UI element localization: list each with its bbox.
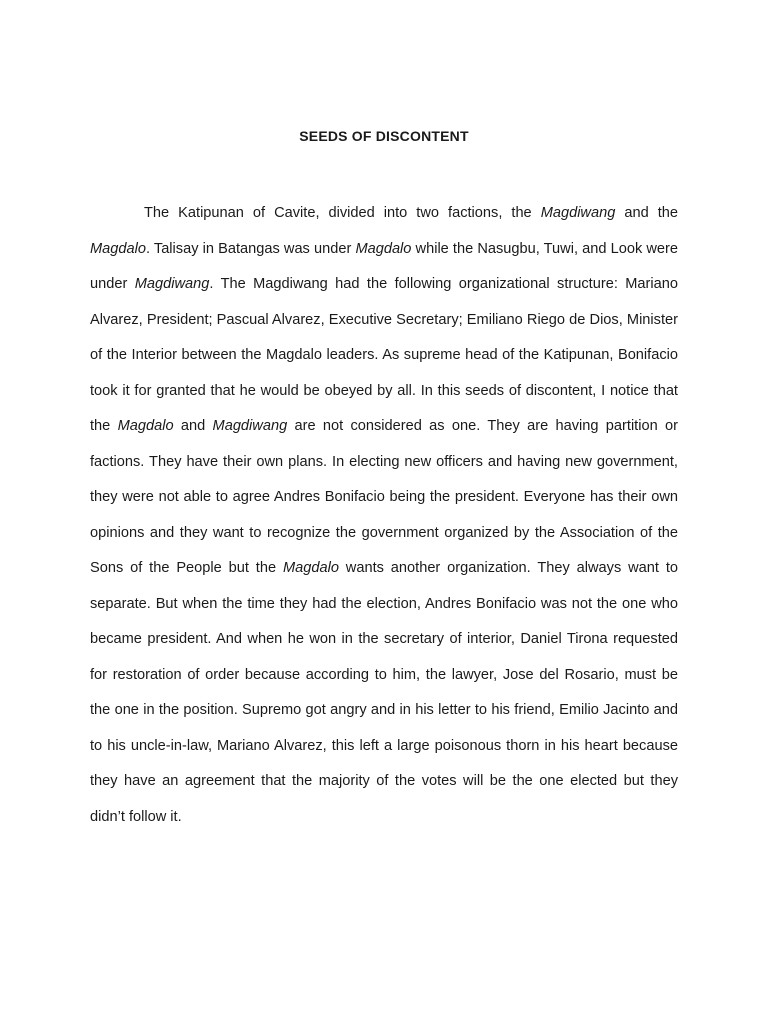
text-run-italic: Magdalo (117, 418, 174, 434)
text-run-italic: Magdiwang (134, 276, 210, 292)
text-run: . The Magdiwang had the following organizational structure: Mariano Alvarez, President; Pascual Alvarez, Executive Secretary; Emiliano Riego de Dios, Minister of the Interior between the Magdalo leaders. As supreme head of the Katipunan, Bonifacio took it for granted that he would be obeyed by all. In this seeds of discontent, I notice that the (90, 276, 678, 434)
document-title: SEEDS OF DISCONTENT (299, 128, 469, 144)
text-run: and the (615, 205, 678, 221)
text-run: . Talisay in Batangas was under (145, 240, 356, 257)
text-run: are not considered as one. They are having partition or factions. They have their own plans. In electing new officers and having new government, they were not able to agree Andres Bonifacio being the president. Everyone has their own opinions and they want to recognize the government organized by the Association of the Sons of the People but the (90, 418, 678, 576)
body-paragraph (90, 196, 678, 835)
text-run-italic: Magdalo (282, 560, 339, 576)
text-run-italic: Magdiwang (540, 205, 616, 221)
text-run: and (173, 418, 213, 434)
text-run: wants another organization. They always want to separate. But when the time they had the election, Andres Bonifacio was not the one who became president. And when he won in the secretary of interior, Daniel Tirona requested for restoration of order because according to him, the lawyer, Jose del Rosario, must be the one in the position. Supremo got angry and in his letter to his friend, Emilio Jacinto and to his uncle-in-law, Mariano Alvarez, this left a large poisonous thorn in his heart because they have an agreement that the majority of the votes will be the one elected but they didn’t follow it. (90, 560, 678, 825)
text-run: The Katipunan of Cavite, divided into two factions, the (144, 205, 541, 221)
text-run-italic: Magdiwang (212, 418, 288, 434)
text-run: while the Nasugbu, Tuwi, and Look were under (90, 240, 678, 292)
text-run-italic: Magdalo (90, 240, 146, 257)
text-run-italic: Magdalo (355, 240, 412, 257)
